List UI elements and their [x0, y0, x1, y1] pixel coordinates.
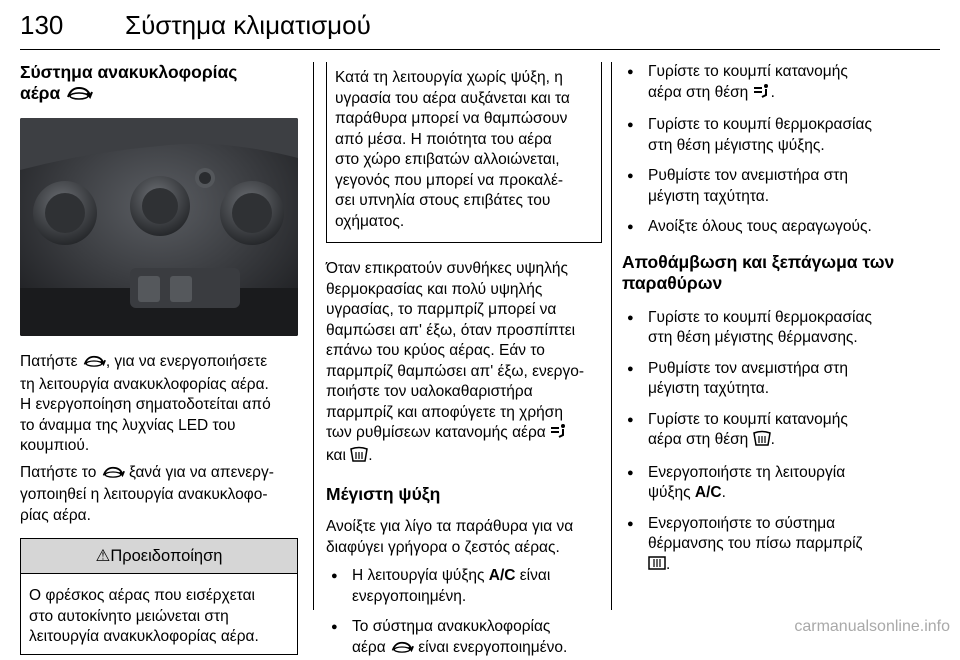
list-item: [326, 617, 602, 660]
page-title: Σύστημα κλιματισμού: [125, 10, 371, 41]
paragraph: [326, 517, 602, 558]
text: παρμπρίζ θαμπώσει απ' έξω, ενεργο-: [326, 363, 584, 380]
list-item: [622, 166, 942, 207]
text: υγρασίας, το παρμπρίζ μπορεί να: [326, 301, 556, 318]
paragraph: [20, 463, 300, 527]
text: θέρμανσης του πίσω παρμπρίζ: [648, 535, 862, 552]
list-item: [622, 514, 942, 578]
list-item: [622, 308, 942, 349]
column-left: [20, 62, 300, 655]
text: είναι: [515, 567, 550, 584]
text: Ενεργοποιήστε το σύστημα: [648, 515, 835, 532]
text: Γυρίστε το κουμπί θερμοκρασίας: [648, 116, 872, 133]
text: στο αυτοκίνητο μειώνεται στη: [29, 608, 229, 625]
text: Γυρίστε το κουμπί κατανομής: [648, 63, 848, 80]
text: Ρυθμίστε τον ανεμιστήρα στη: [648, 360, 848, 377]
list-item: [622, 62, 942, 105]
text: παράθυρα μπορεί να θαμπώσουν: [335, 110, 567, 127]
text: αέρα: [352, 639, 390, 656]
text: Πατήστε: [20, 353, 82, 370]
text: ποιήστε τον υαλοκαθαριστήρα: [326, 383, 533, 400]
text: .: [368, 447, 372, 464]
column-right: [622, 62, 942, 577]
paragraph: [20, 352, 300, 457]
heading-line: αέρα: [20, 83, 60, 103]
text: Όταν επικρατούν συνθήκες υψηλής: [326, 260, 568, 277]
bullet-list: [326, 566, 602, 660]
column-middle: [326, 62, 602, 660]
text: στη θέση μέγιστης ψύξης.: [648, 137, 825, 154]
text: Ενεργοποιήστε τη λειτουργία: [648, 464, 845, 481]
text: A/C: [489, 567, 516, 584]
text: , για να ενεργοποιήσετε: [106, 353, 267, 370]
section-heading: [622, 252, 942, 294]
text: τη λειτουργία ανακυκλοφορίας αέρα.: [20, 376, 269, 393]
warning-header: [21, 539, 297, 574]
text: Γυρίστε το κουμπί θερμοκρασίας: [648, 309, 872, 326]
paragraph: [326, 259, 602, 468]
text: .: [771, 84, 775, 101]
text: διαφύγει γρήγορα ο ζεστός αέρας.: [326, 539, 560, 556]
recirculation-icon: [101, 465, 125, 486]
text: A/C: [695, 484, 722, 501]
text: και: [326, 447, 346, 464]
recirculation-icon: [82, 354, 106, 375]
column-divider: [611, 62, 612, 610]
text: ρίας αέρα.: [20, 507, 91, 524]
heading-line: Σύστημα ανακυκλοφορίας: [20, 62, 237, 82]
text: θερμοκρασίας και πολύ υψηλής: [326, 281, 542, 298]
face-vent-icon: [550, 423, 568, 446]
text: γοποιηθεί η λειτουργία ανακυκλοφο-: [20, 486, 268, 503]
section-heading: [20, 62, 300, 106]
list-item: [326, 566, 602, 607]
text: μέγιστη ταχύτητα.: [648, 380, 769, 397]
text: είναι ενεργοποιημένο.: [414, 639, 567, 656]
text: Κατά τη λειτουργία χωρίς ψύξη, η: [335, 69, 563, 86]
column-divider: [313, 62, 314, 610]
face-vent-icon: [753, 83, 771, 106]
windscreen-defrost-icon: [753, 430, 771, 453]
text: αέρα στη θέση: [648, 431, 753, 448]
text: των ρυθμίσεων κατανομής αέρα: [326, 424, 546, 441]
text: Ο φρέσκος αέρας που εισέρχεται: [29, 587, 255, 604]
text: υγρασία του αέρα αυξάνεται και τα: [335, 90, 570, 107]
warning-triangle-icon: ⚠: [96, 547, 111, 565]
recirculation-icon: [390, 640, 414, 660]
text: σει υπνηλία στους επιβάτες του: [335, 192, 550, 209]
text: το άναμμα της λυχνίας LED του: [20, 417, 236, 434]
section-heading: Μέγιστη ψύξη: [326, 484, 602, 505]
text: κουμπιού.: [20, 437, 89, 454]
windscreen-defrost-icon: [350, 446, 368, 469]
text: επάνω του κρύος αέρας. Εάν το: [326, 342, 545, 359]
page-number: 130: [20, 10, 63, 41]
text: Ρυθμίστε τον ανεμιστήρα στη: [648, 167, 848, 184]
warning-box: [20, 538, 298, 655]
text: από μέσα. Η ποιότητα του αέρα: [335, 131, 552, 148]
text: παρμπρίζ και αποφύγετε τη χρήση: [326, 404, 563, 421]
text: Ανοίξτε για λίγο τα παράθυρα για να: [326, 518, 573, 535]
bullet-list: [622, 308, 942, 578]
text: Η λειτουργία ψύξης: [352, 567, 489, 584]
header-rule: [20, 49, 940, 50]
text: ξανά για να απενεργ-: [125, 464, 274, 481]
text: στη θέση μέγιστης θέρμανσης.: [648, 329, 858, 346]
list-item: [622, 115, 942, 156]
text: .: [771, 431, 775, 448]
watermark: carmanualsonline.info: [794, 618, 950, 636]
text: οχήματος.: [335, 213, 404, 230]
bullet-list: [622, 62, 942, 238]
text: Η ενεργοποίηση σηματοδοτείται από: [20, 396, 271, 413]
text: Ανοίξτε όλους τους αεραγωγούς.: [648, 218, 872, 235]
list-item: [622, 410, 942, 453]
text: .: [666, 556, 670, 573]
text: Γυρίστε το κουμπί κατανομής: [648, 411, 848, 428]
text: μέγιστη ταχύτητα.: [648, 188, 769, 205]
heading-line: Αποθάμβωση και ξεπάγωμα των: [622, 252, 894, 272]
text: ψύξης: [648, 484, 695, 501]
text: .: [722, 484, 726, 501]
text: θαμπώσει απ' έξω, όταν προσπίπτει: [326, 322, 575, 339]
list-item: [622, 463, 942, 504]
climate-control-photo: [20, 118, 298, 336]
rear-defrost-icon: [648, 555, 666, 578]
text: αέρα στη θέση: [648, 84, 753, 101]
warning-box-continued: [326, 62, 602, 243]
text: λειτουργία ανακυκλοφορίας αέρα.: [29, 628, 259, 645]
text: Πατήστε το: [20, 464, 101, 481]
list-item: [622, 217, 942, 238]
text: γεγονός που μπορεί να προκαλέ-: [335, 172, 563, 189]
warning-title: Προειδοποίηση: [110, 547, 222, 565]
text: ενεργοποιημένη.: [352, 588, 466, 605]
text: Το σύστημα ανακυκλοφορίας: [352, 618, 550, 635]
text: στο χώρο επιβατών αλλοιώνεται,: [335, 151, 560, 168]
heading-line: παραθύρων: [622, 273, 722, 293]
recirculation-icon: [65, 85, 93, 106]
list-item: [622, 359, 942, 400]
